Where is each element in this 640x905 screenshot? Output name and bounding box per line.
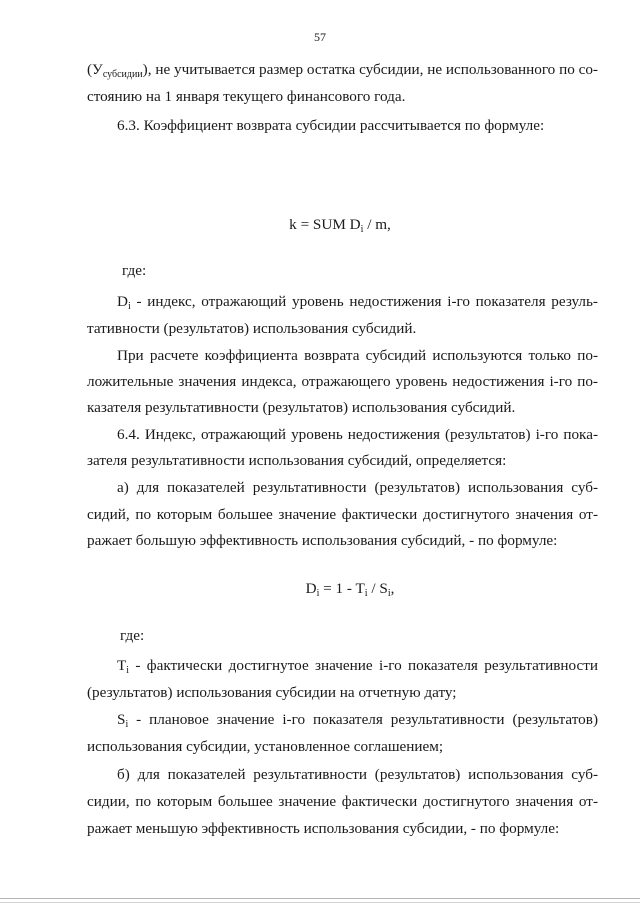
text-fragment: ), не учитывается размер остатка субсидии, не использованного по со- xyxy=(142,61,598,78)
definition-line xyxy=(117,710,598,735)
text-fragment: - индекс, отражающий уровень недостижения i-го показателя резуль- xyxy=(130,293,598,310)
definition-line: использования субсидии, установленное соглашением; xyxy=(87,738,444,755)
definition-line xyxy=(117,656,598,681)
subscript: i xyxy=(127,301,131,312)
paragraph-line: 6.3. Коэффициент возврата субсидии рассчитывается по формуле: xyxy=(117,117,545,134)
formula-part: / S xyxy=(367,580,388,597)
formula-part: D xyxy=(305,580,317,597)
where-label: где: xyxy=(122,262,147,279)
formula-part: , xyxy=(390,580,395,597)
definition-line: тативности (результатов) использования субсидий. xyxy=(87,320,417,337)
paragraph-line: При расчете коэффициента возврата субсидий используются только по- xyxy=(117,347,598,364)
subscript: i xyxy=(125,719,129,730)
formula-part: = 1 - T xyxy=(319,580,365,597)
paragraph-line: ражает меньшую эффективность использования субсидии, - по формуле: xyxy=(87,820,560,837)
subscript: i xyxy=(126,665,130,676)
text-fragment: - фактически достигнутое значение i-го показателя результативности xyxy=(129,657,598,674)
scan-edge-line xyxy=(0,902,640,903)
paragraph-line: б) для показателей результативности (результатов) использования суб- xyxy=(117,766,598,783)
formula-part: k = SUM D xyxy=(289,216,361,233)
text-fragment: (У xyxy=(87,61,103,78)
paragraph-line: казателя результативности (результатов) использования субсидий. xyxy=(87,399,516,416)
scan-edge-line xyxy=(0,898,640,899)
subscript: i xyxy=(387,588,391,599)
variable: D xyxy=(117,293,128,310)
variable: S xyxy=(117,711,126,728)
formula-d xyxy=(0,580,640,599)
formula-part: / m, xyxy=(363,216,391,233)
subscript: i xyxy=(364,588,368,599)
paragraph-line: ложительные значения индекса, отражающего уровень недостижения i-го по- xyxy=(87,373,598,390)
definition-line: (результатов) использования субсидии на отчетную дату; xyxy=(87,684,457,701)
definition-line xyxy=(117,292,598,317)
paragraph-line xyxy=(87,60,598,85)
subscript: субсидии xyxy=(102,69,143,80)
where-label: где: xyxy=(120,627,145,644)
paragraph-line: стоянию на 1 января текущего финансового года. xyxy=(87,88,406,105)
page-number: 57 xyxy=(314,30,326,44)
subscript: i xyxy=(360,224,364,235)
paragraph-line: ражает большую эффективность использования субсидий, - по формуле: xyxy=(87,532,558,549)
formula-k xyxy=(0,216,640,235)
paragraph-line: сидии, по которым большее значение фактически достигнутого значения от- xyxy=(87,793,598,810)
variable: T xyxy=(117,657,127,674)
paragraph-line: сидий, по которым большее значение фактически достигнутого значения от- xyxy=(87,506,598,523)
subscript: i xyxy=(316,588,320,599)
paragraph-line: а) для показателей результативности (результатов) использования суб- xyxy=(117,479,598,496)
paragraph-line: 6.4. Индекс, отражающий уровень недостижения (результатов) i-го пока- xyxy=(117,426,598,443)
paragraph-line: зателя результативности использования субсидий, определяется: xyxy=(87,452,507,469)
text-fragment: - плановое значение i-го показателя результативности (результатов) xyxy=(128,711,598,728)
